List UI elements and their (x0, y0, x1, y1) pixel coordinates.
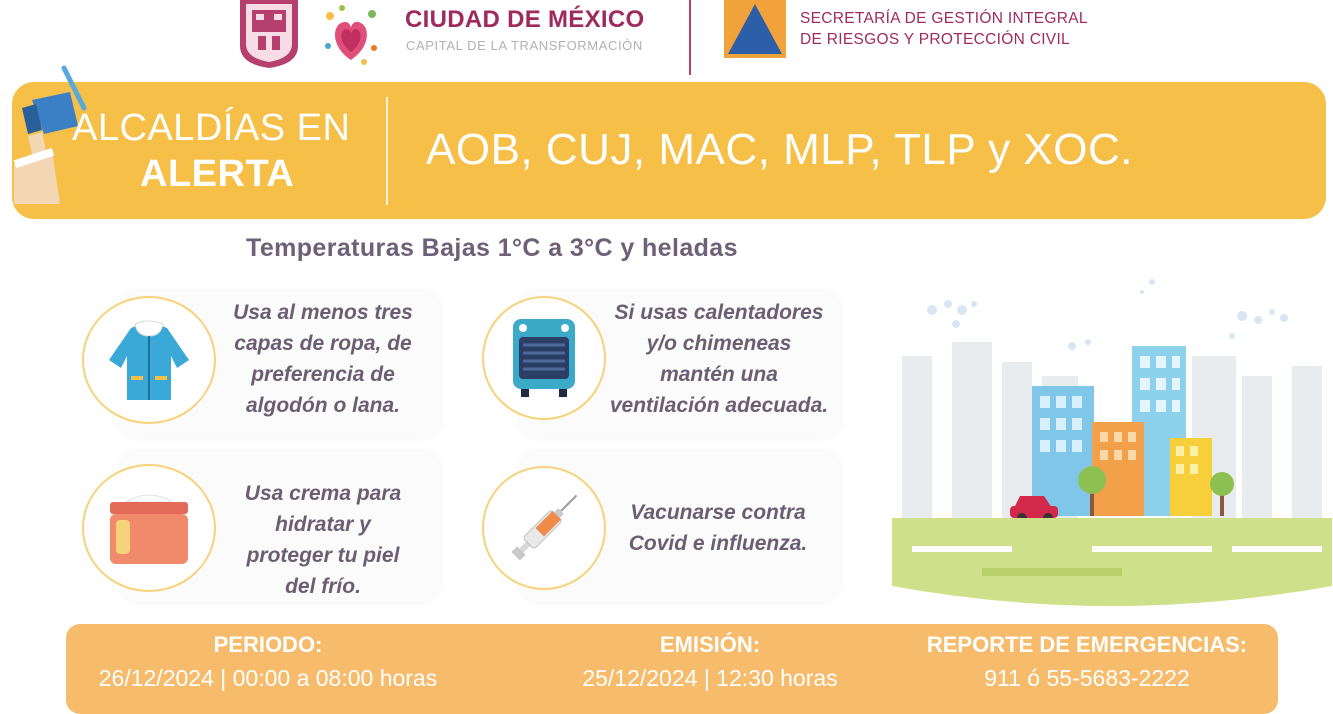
tip-line: capas de ropa, de (234, 332, 412, 355)
emergency-label: REPORTE DE EMERGENCIAS: (926, 632, 1248, 657)
tip-line: algodón o lana. (245, 394, 400, 417)
tip-text-heater (592, 297, 846, 421)
tip-line: Vacunarse contra (630, 501, 806, 524)
period-value: 26/12/2024 | 00:00 a 08:00 horas (98, 665, 438, 691)
tip-text-cream (212, 478, 434, 602)
tip-text-vaccine (606, 497, 830, 559)
heater-icon (509, 317, 579, 399)
tip-line: preferencia de (251, 363, 395, 386)
emission-label: EMISIÓN: (659, 632, 761, 657)
agency-name-line1: SECRETARÍA DE GESTIÓN INTEGRAL (800, 10, 1088, 27)
tip-line: Covid e influenza. (628, 532, 808, 555)
cdmx-coat-of-arms-logo (238, 0, 300, 73)
agency-name-line2: DE RIESGOS Y PROTECCIÓN CIVIL (800, 31, 1070, 48)
tip-line: y/o chimeneas (646, 332, 792, 355)
agency-name (800, 8, 1088, 50)
cream-jar-icon (104, 490, 194, 566)
tip-circle-heater (482, 296, 606, 420)
emission-value: 25/12/2024 | 12:30 horas (582, 665, 838, 691)
emergency-phone[interactable]: 911 ó 55-5683-2222 (984, 665, 1190, 691)
jacket-icon (101, 318, 197, 402)
banner-divider (386, 97, 388, 205)
tip-line: ventilación adecuada. (609, 394, 829, 417)
tip-line: Si usas calentadores (614, 301, 824, 324)
city-illustration (892, 246, 1332, 621)
city-subtitle: CAPITAL DE LA TRANSFORMACIÓN (406, 38, 643, 53)
tip-line: hidratar y (275, 513, 371, 536)
tip-circle-clothing (82, 296, 216, 424)
tip-line: Usa crema para (244, 482, 402, 505)
syringe-icon (494, 478, 594, 578)
tip-line: del frío. (285, 575, 361, 598)
city-title: CIUDAD DE MÉXICO (405, 6, 645, 33)
temperature-subtitle: Temperaturas Bajas 1°C a 3°C y heladas (246, 234, 738, 262)
tip-circle-vaccine (482, 466, 606, 590)
heart-emblem-logo (320, 2, 382, 75)
tip-line: mantén una (660, 363, 778, 386)
period-label: PERIODO: (213, 632, 323, 657)
header-divider (689, 0, 691, 75)
banner-label-line2: ALERTA (140, 153, 295, 195)
tip-text-clothing (212, 297, 434, 421)
alert-municipality-codes: AOB, CUJ, MAC, MLP, TLP y XOC. (426, 125, 1133, 174)
tip-circle-cream (82, 464, 216, 592)
tip-line: Usa al menos tres (233, 301, 413, 324)
tip-line: proteger tu piel (246, 544, 400, 567)
civil-protection-triangle-icon (724, 0, 786, 63)
banner-label-line1: ALCALDÍAS EN (72, 107, 351, 149)
